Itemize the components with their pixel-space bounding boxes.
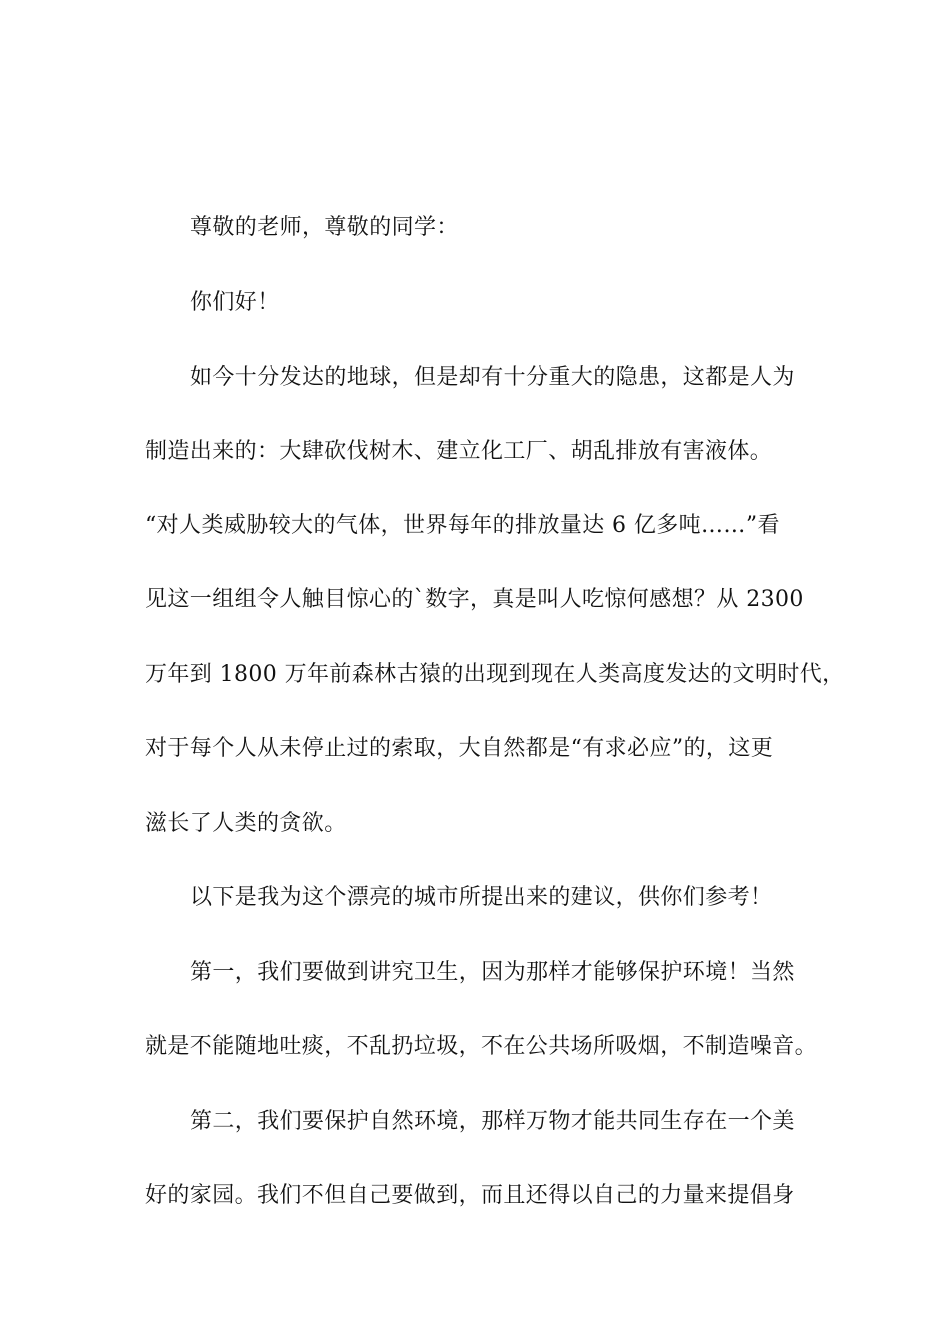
paragraph-line: “对人类威胁较大的气体，世界每年的排放量达 6 亿多吨……”看 xyxy=(145,513,780,538)
paragraph-line: 对于每个人从未停止过的索取，大自然都是“有求必应”的，这更 xyxy=(145,736,774,761)
paragraph-line: 第一，我们要做到讲究卫生，因为那样才能够保护环境！当然 xyxy=(190,960,795,985)
paragraph-line: 制造出来的：大肆砍伐树木、建立化工厂、胡乱排放有害液体。 xyxy=(145,439,773,464)
paragraph-line: 第二，我们要保护自然环境，那样万物才能共同生存在一个美 xyxy=(190,1109,795,1134)
paragraph-line: 万年到 1800 万年前森林古猿的出现到现在人类高度发达的文明时代， xyxy=(145,662,845,687)
paragraph-line: 好的家园。我们不但自己要做到，而且还得以自己的力量来提倡身 xyxy=(145,1183,795,1208)
greeting: 你们好！ xyxy=(190,290,280,315)
paragraph-line: 以下是我为这个漂亮的城市所提出来的建议，供你们参考！ xyxy=(190,885,773,910)
paragraph-line: 见这一组组令人触目惊心的`数字，真是叫人吃惊何感想？从 2300 xyxy=(145,587,804,612)
paragraph-line: 如今十分发达的地球，但是却有十分重大的隐患，这都是人为 xyxy=(190,365,795,390)
paragraph-line: 滋长了人类的贪欲。 xyxy=(145,811,347,836)
salutation: 尊敬的老师，尊敬的同学： xyxy=(190,215,459,240)
paragraph-line: 就是不能随地吐痰，不乱扔垃圾，不在公共场所吸烟，不制造噪音。 xyxy=(145,1034,818,1059)
